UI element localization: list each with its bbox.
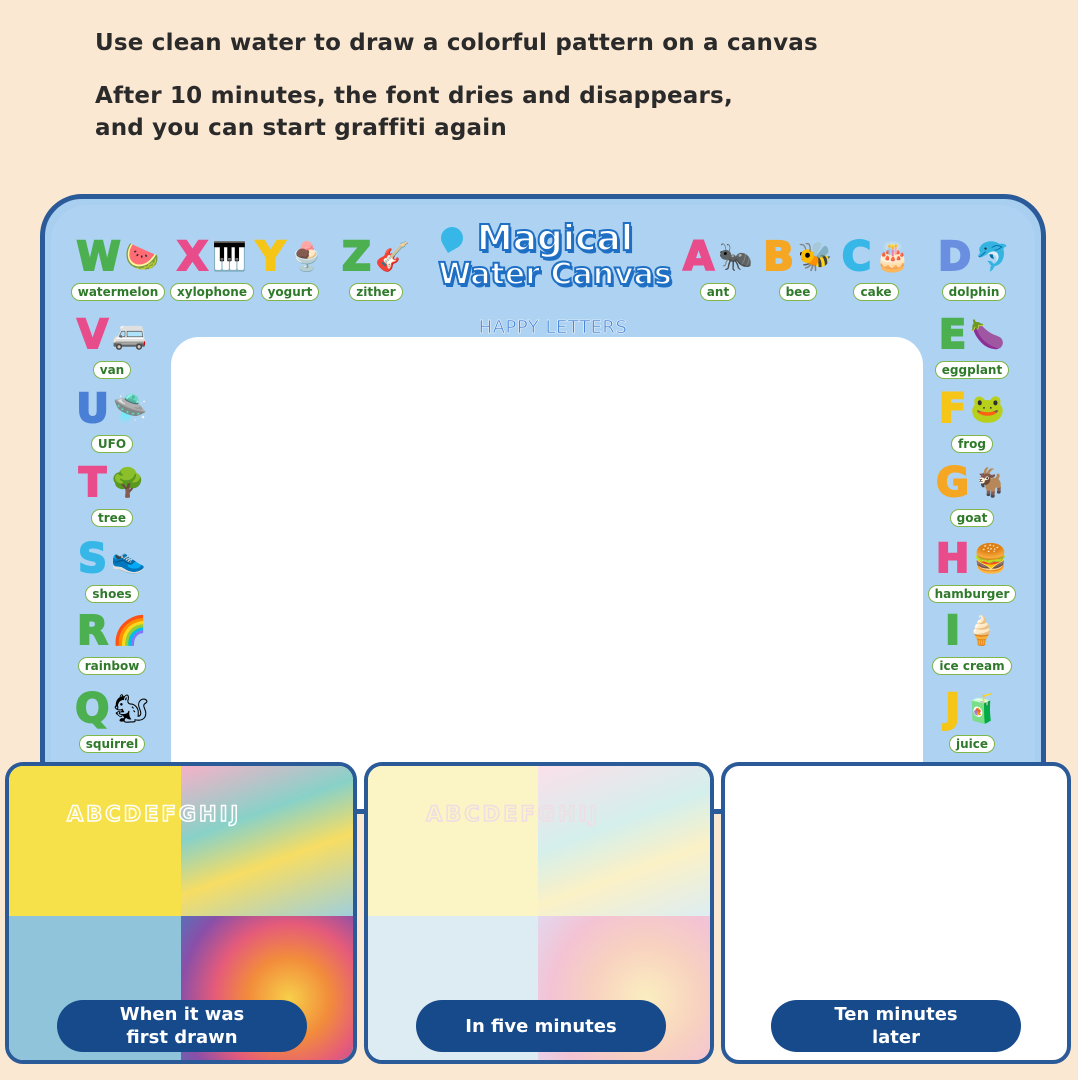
letter-glyph-row: [57, 385, 167, 433]
word-label: frog: [951, 435, 993, 453]
van-icon: 🚐: [112, 319, 147, 350]
label-first-drawn-line1: When it was: [119, 1004, 245, 1025]
letter-e: E: [938, 312, 967, 358]
logo-line-water-canvas: Water Canvas: [438, 257, 672, 292]
word-label: dolphin: [942, 283, 1007, 301]
headline-explanation-line1: After 10 minutes, the font dries and disappears,: [95, 83, 733, 109]
label-first-drawn-line2: first drawn: [126, 1027, 238, 1048]
xylophone-icon: 🎹: [211, 241, 247, 272]
letter-q: Q: [75, 686, 110, 732]
squirrel-icon: 🐿: [113, 693, 149, 724]
rainbow-icon: 🌈: [111, 615, 147, 646]
letter-g: G: [936, 460, 969, 506]
goat-icon: 🐐: [972, 467, 1008, 498]
label-five-minutes: In five minutes: [416, 1000, 666, 1052]
zither-icon: 🎸: [375, 241, 410, 272]
letter-glyph-row: [321, 233, 431, 281]
letter-glyph-row: [57, 535, 167, 583]
ant-icon: 🐜: [718, 241, 753, 272]
letter-cell-van: [57, 311, 167, 379]
bee-icon: 🐝: [797, 241, 833, 272]
letter-glyph-row: [821, 233, 931, 281]
letter-f: F: [938, 386, 967, 432]
letter-c: C: [841, 234, 872, 280]
letter-w: W: [76, 234, 121, 280]
word-label: squirrel: [79, 735, 145, 753]
panel-ten-minutes: [721, 762, 1071, 1064]
letter-s: S: [78, 536, 107, 582]
headline-explanation: [95, 80, 733, 144]
word-label: eggplant: [935, 361, 1009, 379]
word-label: cake: [853, 283, 898, 301]
letter-cell-zither: [321, 233, 431, 301]
letter-glyph-row: [917, 459, 1027, 507]
letter-glyph-row: [917, 385, 1027, 433]
swirl-paint-area: [181, 766, 357, 916]
letter-i: I: [945, 608, 960, 654]
letter-glyph-row: [917, 685, 1027, 733]
word-label: ant: [700, 283, 736, 301]
ice-cream-icon: 🍦: [964, 615, 999, 646]
word-label: UFO: [91, 435, 133, 453]
letter-cell-shoes: [57, 535, 167, 603]
letter-j: J: [945, 686, 960, 732]
letter-cell-hamburger: [917, 535, 1027, 603]
word-label: van: [93, 361, 131, 379]
word-label: shoes: [85, 585, 138, 603]
label-first-drawn: [57, 1000, 307, 1052]
word-label: goat: [950, 509, 995, 527]
word-label: bee: [779, 283, 818, 301]
letter-r: R: [77, 608, 108, 654]
eggplant-icon: 🍆: [970, 319, 1006, 350]
letter-v: V: [77, 312, 109, 358]
letter-cell-rainbow: [57, 607, 167, 675]
word-label: zither: [349, 283, 402, 301]
tree-icon: 🌳: [110, 467, 146, 498]
letter-glyph-row: [919, 233, 1029, 281]
letter-a: A: [683, 234, 715, 280]
letter-x: X: [177, 234, 208, 280]
ufo-icon: 🛸: [112, 393, 148, 424]
letter-cell-ufo: [57, 385, 167, 453]
letter-y: Y: [256, 234, 286, 280]
letter-b: B: [763, 234, 794, 280]
word-label: hamburger: [928, 585, 1017, 603]
letter-z: Z: [342, 234, 372, 280]
word-label: rainbow: [78, 657, 147, 675]
hamburger-icon: 🍔: [973, 543, 1009, 574]
faded-yellow-area: [368, 766, 538, 916]
letter-cell-tree: [57, 459, 167, 527]
dolphin-icon: 🐬: [975, 241, 1011, 272]
letter-cell-goat: [917, 459, 1027, 527]
letter-cell-frog: [917, 385, 1027, 453]
panel-first-drawn: [5, 762, 357, 1064]
frog-icon: 🐸: [970, 393, 1006, 424]
water-canvas-mat: [40, 194, 1046, 814]
logo-line-magical: Magical: [476, 218, 634, 259]
letter-d: D: [937, 234, 972, 280]
letter-u: U: [76, 386, 109, 432]
label-ten-minutes-line1: Ten minutes: [834, 1004, 958, 1025]
letter-glyph-row: [57, 459, 167, 507]
word-label: watermelon: [71, 283, 166, 301]
letter-cell-juice: [917, 685, 1027, 753]
yogurt-icon: 🍨: [289, 241, 324, 272]
headline-instruction: Use clean water to draw a colorful pattern on a canvas: [95, 30, 818, 56]
label-ten-minutes-line2: later: [871, 1027, 920, 1048]
cake-icon: 🎂: [875, 241, 911, 272]
word-label: juice: [949, 735, 995, 753]
letter-glyph-row: [57, 607, 167, 655]
yellow-paint-area: [9, 766, 181, 916]
letter-h: H: [935, 536, 970, 582]
panel-five-minutes: [364, 762, 714, 1064]
letter-cell-ice-cream: [917, 607, 1027, 675]
letter-cell-eggplant: [917, 311, 1027, 379]
letter-cell-squirrel: [57, 685, 167, 753]
watermelon-icon: 🍉: [124, 241, 160, 272]
word-label: xylophone: [170, 283, 254, 301]
label-ten-minutes: [771, 1000, 1021, 1052]
letter-glyph-row: [917, 311, 1027, 359]
word-label: yogurt: [261, 283, 320, 301]
headline-explanation-line2: and you can start graffiti again: [95, 115, 507, 141]
shoes-icon: 👟: [110, 543, 146, 574]
letter-glyph-row: [917, 535, 1027, 583]
happy-letters-subtitle: HAPPY LETTERS: [478, 317, 628, 338]
drawing-area[interactable]: [171, 337, 923, 814]
word-label: ice cream: [932, 657, 1011, 675]
letter-glyph-row: [917, 607, 1027, 655]
word-label: tree: [91, 509, 133, 527]
letter-cell-cake: [821, 233, 931, 301]
letter-cell-dolphin: [919, 233, 1029, 301]
letter-glyph-row: [57, 311, 167, 359]
letter-t: T: [78, 460, 107, 506]
magical-water-canvas-logo: [430, 218, 680, 311]
alphabet-outline-text: ABCDEFGHIJ: [67, 802, 242, 826]
faded-swirl-area: [538, 766, 714, 916]
faded-alphabet-text: ABCDEFGHIJ: [426, 802, 601, 826]
juice-icon: 🧃: [964, 693, 999, 724]
letter-glyph-row: [57, 685, 167, 733]
